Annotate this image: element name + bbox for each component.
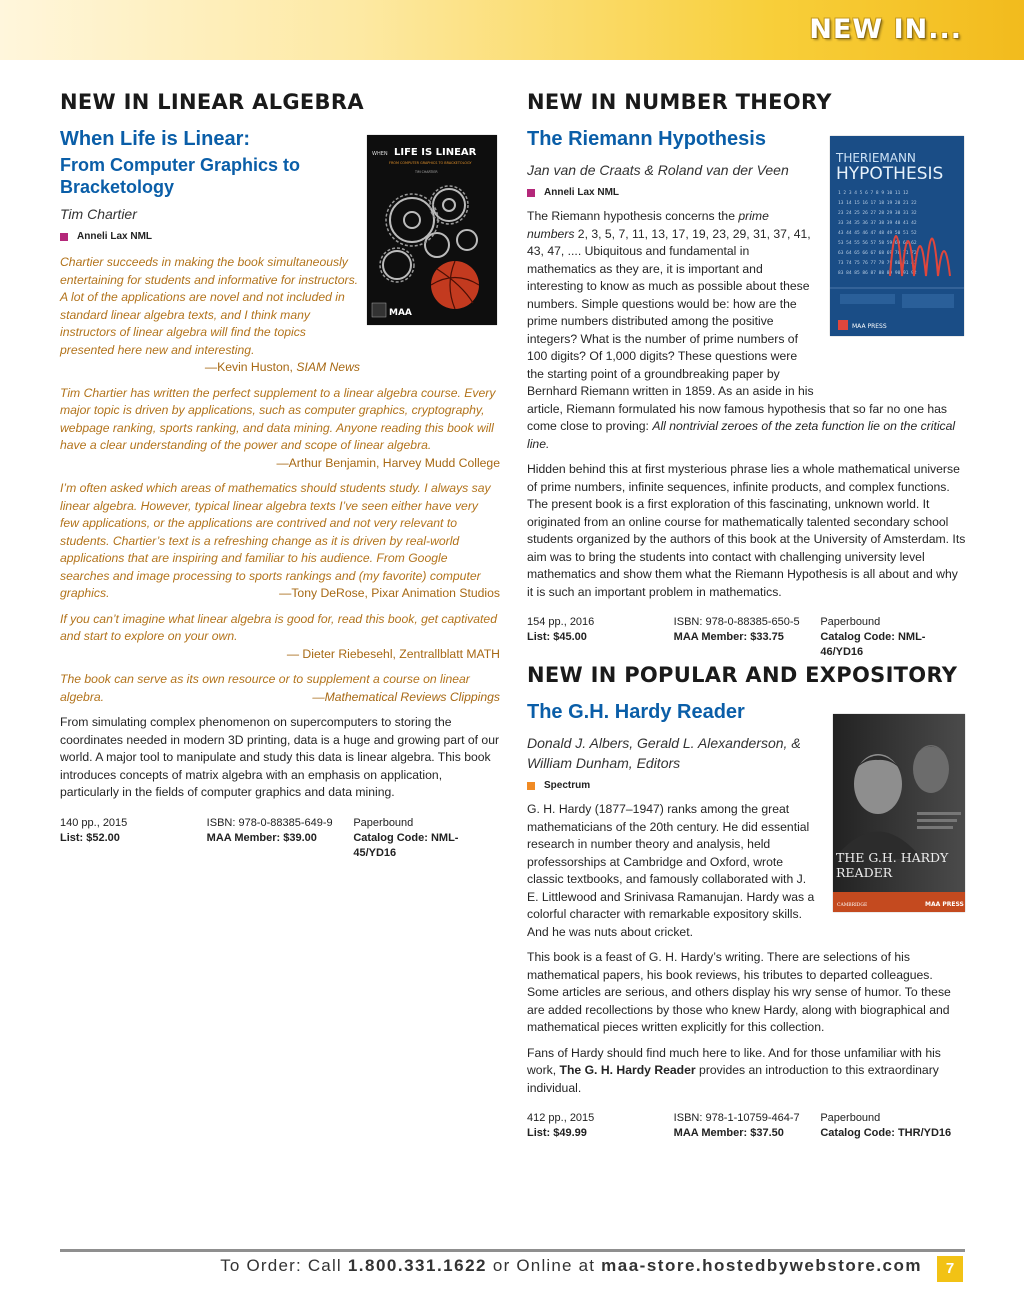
list-price: List: $52.00 — [60, 831, 120, 844]
series-marker-icon — [60, 233, 68, 241]
book-cover-hardy-reader[interactable] — [833, 714, 965, 912]
top-banner — [0, 0, 1024, 60]
order-phone[interactable]: 1.800.331.1622 — [347, 1256, 487, 1275]
catalog-code: Catalog Code: NML-46/YD16 — [820, 631, 926, 658]
review-quote — [60, 254, 360, 377]
quote-text: I’m often asked which areas of mathematics should students study. I always say linear algebra. However, typical linear algebra texts I’ve seen either have very few applications, or the applications are contrived and not very relevant to students. Chartier’s text is a refreshing change as it is driven by real-world applications that are inspiring and familiar to his audience. From Google searches and image processing to sports rankings and (my favorite) computer graphics. — [60, 481, 491, 600]
svg-text:53 54 55 56 57 58 59 60 61 62: 53 54 55 56 57 58 59 60 61 62 — [838, 241, 917, 246]
list-price: List: $45.00 — [527, 631, 587, 643]
order-info — [220, 1256, 922, 1276]
pages-year: 154 pp., 2016 — [527, 616, 595, 628]
series-marker-icon — [527, 189, 535, 197]
series-name: Anneli Lax NML — [77, 231, 153, 242]
pages-year: 140 pp., 2015 — [60, 816, 128, 829]
member-price: MAA Member: $37.50 — [673, 1127, 784, 1139]
cover-title-line2: READER — [836, 865, 893, 880]
book-cover-when-life-is-linear[interactable] — [367, 135, 497, 325]
svg-text:43 44 45 46 47 48 49 50 51 52: 43 44 45 46 47 48 49 50 51 52 — [838, 231, 917, 236]
book-subtitle: From Computer Graphics to Bracketology — [60, 155, 301, 197]
section-title-number-theory: NEW IN NUMBER THEORY — [527, 90, 832, 114]
isbn: ISBN: 978-1-10759-464-7 — [673, 1112, 800, 1124]
order-prefix: To Order: Call — [220, 1256, 348, 1275]
cover-publisher-right: MAA PRESS — [925, 901, 964, 908]
cover-title-top: THERIEMANN — [836, 151, 916, 165]
catalog-code: Catalog Code: THR/YD16 — [820, 1127, 952, 1139]
member-price: MAA Member: $39.00 — [206, 831, 317, 844]
svg-text:83 84 85 86 87 88 89 90 91 92: 83 84 85 86 87 88 89 90 91 92 — [838, 271, 917, 276]
quote-text: The book can serve as its own resource or to supplement a course on linear algebra. — [60, 672, 470, 704]
svg-text:1 2 3 4 5 6 7 8 9 10 11 12: 1 2 3 4 5 6 7 8 9 10 11 12 — [838, 191, 909, 196]
banner-title: NEW IN... — [809, 14, 962, 45]
book-authors: Tim Chartier — [60, 206, 137, 222]
isbn: ISBN: 978-0-88385-650-5 — [673, 616, 800, 628]
list-price: List: $49.99 — [527, 1127, 587, 1139]
binding: Paperbound — [820, 616, 881, 628]
member-price: MAA Member: $33.75 — [673, 631, 784, 643]
book-description-closing: Fans of Hardy should find much here to like. And for those unfamiliar with his work, The G. H. Hardy Reader provides an introduction to this extraordinary individual. — [527, 1045, 941, 1095]
book-authors: Jan van de Craats & Roland van der Veen — [527, 162, 789, 178]
quote-attribution: —Kevin Huston, SIAM News — [204, 360, 360, 374]
svg-text:73 74 75 76 77 78 79 80 81 82: 73 74 75 76 77 78 79 80 81 82 — [838, 261, 917, 266]
svg-text:33 34 35 36 37 38 39 40 41 42: 33 34 35 36 37 38 39 40 41 42 — [838, 221, 917, 226]
cover-author: TIM CHARTIER — [415, 170, 438, 174]
book-title[interactable]: When Life is Linear: — [60, 128, 251, 150]
cover-publisher: MAA — [389, 308, 412, 318]
book-description-continued: Hidden behind this at first mysterious phrase lies a whole mathematical universe of prime numbers, infinite sequences, infinite products, and complex functions. The present book is a first exploration of this fascinating, unknown world. It originated from an online course for mathematically talented secondary school students organized by the authors of this book at the University of Amsterdam. Its aim was to bring the students into contact with challenging university level mathematics and show them what the Riemann Hypothesis is all about and why it is such an important problem in mathematics. — [527, 462, 966, 599]
cover-title-bottom: HYPOTHESIS — [836, 164, 944, 184]
binding: Paperbound — [820, 1112, 881, 1124]
order-url[interactable]: maa-store.hostedbywebstore.com — [601, 1256, 922, 1275]
book-title[interactable]: The G.H. Hardy Reader — [527, 701, 745, 723]
pages-year: 412 pp., 2015 — [527, 1112, 595, 1124]
series-name: Anneli Lax NML — [544, 187, 620, 198]
book-title[interactable]: The Riemann Hypothesis — [527, 128, 766, 150]
cover-publisher: MAA PRESS — [852, 323, 887, 330]
cover-title-line1: THE G.H. HARDY — [836, 850, 949, 865]
cover-title: LIFE IS LINEAR — [394, 147, 477, 158]
cover-art — [833, 714, 965, 912]
book-description: From simulating complex phenomenon on supercomputers to storing the coordinates needed in modern 3D printing, data is a huge and growing part of our world. A major tool to manipulate and study this data is linear algebra. This book introduces concepts of matrix algebra with an emphasis on application, particularly in the fields of computer graphics and data mining. — [60, 715, 500, 799]
book-meta — [527, 1111, 967, 1141]
footer-divider — [60, 1249, 965, 1252]
page-number: 7 — [937, 1256, 963, 1282]
svg-text:23 24 25 26 27 28 29 30 31 32: 23 24 25 26 27 28 29 30 31 32 — [838, 211, 917, 216]
series-label — [527, 187, 817, 198]
cover-art — [830, 136, 964, 336]
quote-attribution: —Mathematical Reviews Clippings — [312, 689, 500, 704]
book-description-continued: This book is a feast of G. H. Hardy’s writing. There are selections of his mathematical papers, his book reviews, his tributes to departed colleagues. Some articles are serious, and others display his wry sense of humor. To these are added recollections by those who knew Hardy, along with biographical and mathematical pieces written explicitly for this collection. — [527, 950, 951, 1034]
catalog-code: Catalog Code: NML-45/YD16 — [353, 831, 459, 859]
quote-attribution: —Arthur Benjamin, Harvey Mudd College — [276, 455, 500, 470]
svg-text:63 64 65 66 67 68 69 70 71 72: 63 64 65 66 67 68 69 70 71 72 — [838, 251, 917, 256]
section-title-linear-algebra: NEW IN LINEAR ALGEBRA — [60, 90, 364, 114]
book-authors: Donald J. Albers, Gerald L. Alexanderson, & William Dunham, Editors — [527, 735, 801, 771]
binding: Paperbound — [353, 816, 414, 829]
quote-attribution: — Dieter Riebesehl, Zentrallblatt MATH — [286, 646, 500, 661]
cover-publisher-left: CAMBRIDGE — [837, 903, 868, 908]
book-meta — [527, 615, 967, 660]
quote-text: Tim Chartier has written the perfect supplement to a linear algebra course. Every major topic is driven by applications, such as computer graphics, cryptography, webpage ranking, sports ranking, and data mining. Anyone reading this book will have a clear understanding of the power and scope of linear algebra. — [60, 385, 496, 452]
isbn: ISBN: 978-0-88385-649-9 — [206, 816, 333, 829]
quote-text: If you can’t imagine what linear algebra is good for, read this book, get captivated and start to explore on your own. — [60, 611, 497, 643]
cover-top-word: WHEN — [372, 151, 388, 157]
review-quote — [60, 611, 500, 664]
section-title-popular-expository: NEW IN POPULAR AND EXPOSITORY — [527, 663, 958, 687]
series-marker-icon — [527, 782, 535, 790]
review-quote — [60, 385, 500, 473]
quote-attribution: —Tony DeRose, Pixar Animation Studios — [279, 586, 500, 600]
book-meta — [60, 816, 500, 861]
book-description: G. H. Hardy (1877–1947) ranks among the great mathematicians of the 20th century. He did essential research in number theory and analysis, held professorships at Cambridge and Oxford, wrote classic textbooks, and famously collaborated with J. E. Littlewood and Srinivasa Ramanujan. Hardy was a colorful character with remarkable expository skills. And he was nuts about cricket. — [527, 802, 815, 939]
quote-text: Chartier succeeds in making the book simultaneously entertaining for students and informative for instructors. A lot of the applications are novel and not included in standard linear algebra texts, and I think many instructors of linear algebra will find the topics presented here new and interesting. — [60, 255, 359, 357]
cover-art — [367, 135, 497, 325]
series-name: Spectrum — [544, 780, 591, 791]
review-quote — [60, 671, 500, 706]
review-quote — [60, 480, 500, 603]
series-label — [527, 780, 817, 791]
book-description: The Riemann hypothesis concerns the prime numbers 2, 3, 5, 7, 11, 13, 17, 19, 23, 29, 31, 37, 41, 43, 47, .... Ubiquitous and fundamental in mathematics as they are, it is important and interesting to know as much as possible about these numbers. Simple questions would be: how are the prime numbers distributed among the positive integers? What is the number of prime numbers of 100 digits? Of 1,000 digits? These questions were the starting point of a groundbreaking paper by Bernhard Riemann written in 1859. As an aside in his article, Riemann formulated his now famous hypothesis that so far no one has come close to proving: All nontrivial zeroes of the zeta function lie on the critical line. — [527, 209, 956, 451]
cover-subtitle: FROM COMPUTER GRAPHICS TO BRACKETOLOGY — [389, 161, 472, 165]
book-cover-riemann-hypothesis[interactable] — [830, 136, 964, 336]
svg-text:13 14 15 16 17 18 19 20 21 22: 13 14 15 16 17 18 19 20 21 22 — [838, 201, 917, 206]
order-middle: or Online at — [487, 1256, 602, 1275]
series-label — [60, 231, 350, 242]
